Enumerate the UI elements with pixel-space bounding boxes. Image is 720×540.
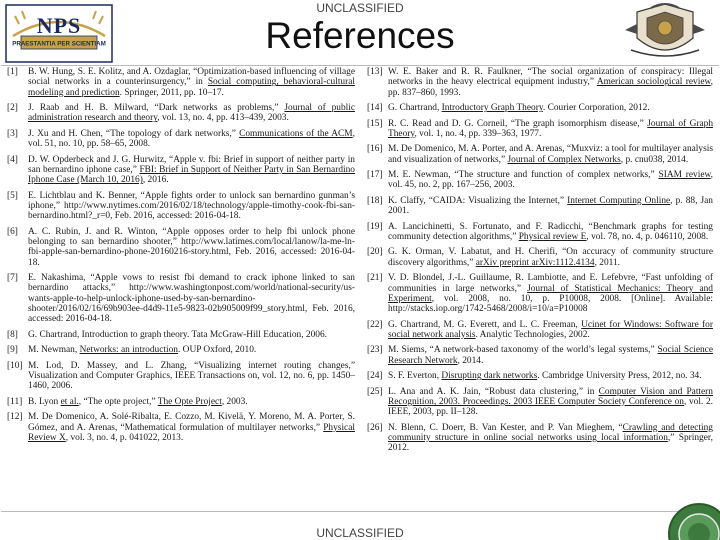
reference-number: [10] bbox=[7, 360, 23, 371]
reference-text-part: G. Chartrand, bbox=[388, 103, 442, 114]
reference-text-part: . Springer, 2011, pp. 10–17. bbox=[119, 87, 224, 98]
reference-text bbox=[28, 361, 355, 392]
reference-text bbox=[28, 191, 355, 222]
reference-text-part: G. K. Orman, V. Labatut, and H. Cherifi, “On accuracy of community structure discovery algorithms,” bbox=[388, 247, 713, 268]
reference-text bbox=[388, 371, 713, 381]
reference-number: [18] bbox=[367, 195, 383, 206]
reference-text-part: . OUP Oxford, 2010. bbox=[177, 345, 257, 356]
reference-text bbox=[28, 227, 355, 268]
reference-underlined-text: Internet Computing Online bbox=[567, 195, 671, 206]
reference-number: [11] bbox=[7, 396, 23, 407]
west-point-crest-icon bbox=[617, 0, 713, 64]
reference-text-part: , vol. 3, no. 4, p. 041022, 2013. bbox=[65, 432, 184, 443]
reference-text-part: B. Lyon bbox=[28, 396, 61, 407]
reference-text-part: J. Raab and H. B. Milward, “Dark networks as problems,” bbox=[28, 103, 285, 114]
reference-text bbox=[388, 387, 713, 418]
reference-number: [24] bbox=[367, 371, 383, 382]
reference-entry bbox=[7, 345, 355, 355]
reference-underlined-text: Communications of the ACM bbox=[239, 128, 353, 139]
references-left-column bbox=[7, 67, 355, 448]
reference-text-part: G. Chartrand, Introduction to graph theory. Tata McGraw-Hill Education, 2006. bbox=[28, 329, 328, 340]
reference-entry bbox=[367, 196, 713, 217]
reference-number: [16] bbox=[367, 144, 383, 155]
reference-text-part: . Cambridge University Press, 2012, no. 34. bbox=[537, 371, 702, 382]
reference-text-part: L. Ana and A. K. Jain, “Robust data clustering,” in bbox=[388, 386, 599, 397]
reference-text bbox=[388, 222, 713, 243]
reference-text-part: E. Nakashima, “Apple vows to resist fbi demand to crack iphone linked to san bernardino attacks,” http://www.washingtonpost.com/world/national-security/us-wants-apple-to-help-unlock-iphone-used-by-san-bernardino-shooter/2016/02/16/69b903ee-d4d9-11e5-9823-02b905009f99_story.html, Feb. 2016, accessed: 2016-04-18. bbox=[28, 273, 355, 325]
reference-number: [23] bbox=[367, 345, 383, 356]
reference-text-part: , vol. 78, no. 4, p. 046110, 2008. bbox=[586, 231, 709, 242]
reference-text bbox=[28, 67, 355, 98]
reference-text-part: D. W. Opderbeck and J. G. Hurwitz, “Apple v. fbi: Brief in support of neither party in san bernardino iphone case,” bbox=[28, 154, 355, 175]
reference-text-part: M. De Domenico, M. A. Porter, and A. Arenas, “Muxviz: a tool for multilayer analysis and visualization of networks,” bbox=[388, 144, 713, 165]
reference-entry bbox=[7, 227, 355, 268]
reference-number: [1] bbox=[7, 67, 18, 77]
reference-number: [6] bbox=[7, 226, 18, 237]
reference-text-part: M. E. Newman, “The structure and function of complex networks,” bbox=[388, 170, 659, 181]
reference-text-part: K. Claffy, “CAIDA: Visualizing the Internet,” bbox=[388, 195, 568, 206]
reference-text-part: , 2011. bbox=[594, 257, 620, 268]
reference-text-part: , pp. 837–860, 1993. bbox=[388, 77, 713, 98]
reference-underlined-text: Crawling and detecting community structure in online social networks using local information bbox=[388, 422, 713, 444]
reference-number: [14] bbox=[367, 103, 383, 114]
reference-number: [12] bbox=[7, 412, 23, 423]
top-classification: UNCLASSIFIED bbox=[316, 1, 404, 15]
reference-entry bbox=[7, 412, 355, 443]
reference-text-part: , p. 88, Jan 2001. bbox=[388, 195, 713, 217]
reference-text-part: . Analytic Technologies, 2002. bbox=[475, 329, 590, 340]
reference-entry bbox=[367, 170, 713, 191]
reference-underlined-text: et al. bbox=[60, 396, 79, 407]
reference-text-part: , vol. 13, no. 4, pp. 413–439, 2003. bbox=[157, 113, 289, 124]
reference-text-part: , vol. 1, no. 4, pp. 339–363, 1977. bbox=[414, 128, 542, 139]
reference-underlined-text: Journal of Graph Theory bbox=[388, 118, 714, 139]
reference-text bbox=[388, 144, 713, 165]
seal-icon bbox=[663, 498, 720, 540]
reference-underlined-text: FBI: Brief in Support of Neither Party in San Bernardino Iphone Case (March 10, 2016) bbox=[28, 164, 355, 186]
reference-underlined-text: Networks: an introduction bbox=[79, 345, 178, 356]
reference-text-part: G. Chartrand, M. G. Everett, and L. C. Freeman, bbox=[388, 319, 582, 330]
reference-text bbox=[388, 67, 713, 98]
reference-text bbox=[28, 412, 355, 443]
reference-underlined-text: SIAM review bbox=[658, 170, 711, 181]
bottom-classification: UNCLASSIFIED bbox=[316, 526, 404, 540]
reference-text bbox=[28, 103, 355, 124]
reference-entry bbox=[7, 103, 355, 124]
reference-entry bbox=[7, 330, 355, 340]
reference-text-part: , 2016. bbox=[142, 175, 169, 186]
reference-entry bbox=[7, 397, 355, 407]
reference-entry bbox=[367, 103, 713, 113]
reference-text-part: , vol. 45, no. 2, pp. 167–256, 2003. bbox=[388, 170, 713, 191]
reference-text-part: M. Lod, D. Massey, and L. Zhang, “Visualizing internet routing changes,” Visualization and Computer Graphics, IEEE Transactions on, vol. 12, no. 6, pp. 1450–1460, 2006. bbox=[28, 360, 355, 392]
reference-number: [3] bbox=[7, 128, 18, 139]
reference-entry bbox=[7, 273, 355, 324]
reference-entry bbox=[367, 371, 713, 381]
reference-number: [17] bbox=[367, 170, 383, 181]
reference-text bbox=[28, 330, 355, 340]
reference-entry bbox=[7, 191, 355, 222]
reference-number: [20] bbox=[367, 247, 383, 258]
reference-text-part: , 2014. bbox=[457, 355, 484, 366]
reference-number: [7] bbox=[7, 273, 18, 284]
reference-number: [5] bbox=[7, 190, 18, 201]
reference-entry bbox=[367, 247, 713, 268]
reference-number: [2] bbox=[7, 103, 18, 114]
reference-number: [13] bbox=[367, 67, 383, 77]
reference-text-part: . Courier Corporation, 2012. bbox=[542, 103, 650, 114]
reference-underlined-text: Computer Vision and Pattern Recognition, 2003. Proceedings. 2003 IEEE Computer Society Conference on bbox=[388, 386, 713, 407]
reference-text bbox=[388, 320, 713, 341]
reference-entry bbox=[7, 67, 355, 98]
reference-text bbox=[388, 345, 713, 366]
reference-text bbox=[28, 155, 355, 186]
reference-entry bbox=[7, 361, 355, 392]
reference-entry bbox=[7, 129, 355, 150]
reference-text-part: , 2003. bbox=[221, 396, 248, 407]
reference-text bbox=[388, 247, 713, 268]
reference-number: [19] bbox=[367, 221, 383, 232]
reference-entry bbox=[367, 222, 713, 243]
reference-entry bbox=[367, 273, 713, 314]
reference-entry bbox=[367, 320, 713, 341]
reference-text bbox=[388, 170, 713, 191]
page-title: References bbox=[265, 15, 455, 56]
reference-text-part: M. Newman, bbox=[28, 345, 80, 356]
reference-number: [22] bbox=[367, 319, 383, 330]
reference-text-part: R. C. Read and D. G. Corneil, “The graph isomorphism disease,” bbox=[388, 118, 648, 129]
logo-motto: PRAESTANTIA PER SCIENTIAM bbox=[12, 40, 106, 48]
reference-entry bbox=[367, 119, 713, 140]
reference-entry bbox=[367, 387, 713, 418]
reference-text bbox=[388, 423, 713, 454]
reference-text-part: A. C. Rubin, J. and R. Winton, “Apple opposes order to help fbi unlock phone belonging to san bernardino shooter,” http://www.latimes.com/local/lanow/la-me-ln-fbi-apple-san-bernardino-phone-20160216-story.html, Feb. 2016, accessed: 2016-04-18. bbox=[28, 226, 355, 268]
reference-text-part: B. W. Hung, S. E. Kolitz, and A. Ozdaglar, “Optimization-based influencing of village social networks in a counterinsurgency,” in bbox=[28, 67, 355, 88]
reference-number: [9] bbox=[7, 345, 18, 356]
reference-number: [4] bbox=[7, 154, 18, 165]
reference-underlined-text: Introductory Graph Theory bbox=[441, 103, 543, 114]
reference-text-part: , vol. 2. IEEE, 2003, pp. II–128. bbox=[388, 396, 713, 418]
reference-underlined-text: American sociological review bbox=[596, 77, 711, 88]
reference-text bbox=[388, 273, 713, 314]
reference-number: [25] bbox=[367, 386, 383, 397]
reference-text-part: , vol. 2008, no. 10, p. P10008, 2008. [Online]. Available: http://stacks.iop.org/1742-5468/2008/i=10/a=P10008 bbox=[388, 293, 713, 315]
reference-underlined-text: Physical review E bbox=[518, 231, 587, 242]
reference-text-part: N. Blenn, C. Doerr, B. Van Kester, and P. Van Mieghem, “ bbox=[388, 422, 623, 433]
logo-text: NPS bbox=[36, 13, 82, 38]
reference-text bbox=[28, 397, 355, 407]
reference-underlined-text: Physical Review X bbox=[28, 422, 355, 443]
reference-text-part: J. Xu and H. Chen, “The topology of dark networks,” bbox=[28, 128, 240, 139]
reference-text-part: V. D. Blondel, J.-L. Guillaume, R. Lambiotte, and E. Lefebvre, “Fast unfolding of communities in large networks,” bbox=[388, 273, 713, 294]
reference-entry bbox=[7, 155, 355, 186]
reference-underlined-text: Disrupting dark networks bbox=[441, 371, 538, 382]
reference-entry bbox=[367, 144, 713, 165]
reference-entry bbox=[367, 423, 713, 454]
reference-text-part: A. Lancichinetti, S. Fortunato, and F. Radicchi, “Benchmark graphs for testing community detection algorithms,” bbox=[388, 221, 713, 242]
reference-underlined-text: Social computing, behavioral-cultural modeling and prediction bbox=[28, 77, 356, 98]
reference-text-part: , p. cnu038, 2014. bbox=[620, 154, 689, 165]
reference-text-part: , “The opte project,” bbox=[78, 396, 158, 407]
reference-number: [15] bbox=[367, 118, 383, 129]
reference-text-part: S. F. Everton, bbox=[388, 371, 442, 382]
reference-underlined-text: arXiv preprint arXiv:1112.4134 bbox=[475, 257, 595, 268]
reference-text bbox=[388, 196, 713, 217]
reference-text bbox=[28, 345, 355, 355]
reference-underlined-text: The Opte Project bbox=[157, 396, 222, 407]
reference-text bbox=[28, 273, 355, 324]
reference-underlined-text: Journal of Complex Networks bbox=[507, 154, 621, 165]
reference-underlined-text: Social Science Research Network bbox=[388, 345, 713, 366]
reference-text bbox=[388, 119, 713, 140]
reference-number: [26] bbox=[367, 422, 383, 433]
reference-entry bbox=[367, 67, 713, 98]
reference-text-part: W. E. Baker and R. R. Faulkner, “The social organization of conspiracy: Illegal networks in the heavy electrical equipment industry,” bbox=[388, 67, 713, 88]
reference-underlined-text: Journal of public administration research and theory bbox=[28, 103, 356, 124]
reference-text bbox=[388, 103, 713, 113]
reference-text-part: E. Lichtblau and K. Benner, “Apple fights order to unlock san bernardino gunman’s iphone,” http://www.nytimes.com/2016/02/18/technology/apple-timothy-cook-fbi-san-bernardino.html?_r=0, Feb. 2016, accessed: 2016-04-18. bbox=[28, 190, 355, 222]
reference-text-part: , vol. 51, no. 10, pp. 58–65, 2008. bbox=[28, 128, 355, 150]
reference-text-part: ,” Springer, 2012. bbox=[388, 433, 713, 454]
references-right-column bbox=[367, 67, 713, 459]
reference-underlined-text: Ucinet for Windows: Software for social network analysis bbox=[388, 319, 713, 340]
reference-text-part: M. De Domenico, A. Solé-Ribalta, E. Cozzo, M. Kivelä, Y. Moreno, M. A. Porter, S. Gómez, and A. Arenas, “Mathematical formulation of multilayer networks,” bbox=[28, 412, 355, 433]
reference-number: [21] bbox=[367, 273, 383, 284]
reference-text-part: M. Siems, “A network-based taxonomy of the world’s legal systems,” bbox=[388, 345, 658, 356]
reference-entry bbox=[367, 345, 713, 366]
reference-text bbox=[28, 129, 355, 150]
reference-number: [8] bbox=[7, 329, 18, 340]
reference-underlined-text: Journal of Statistical Mechanics: Theory and Experiment bbox=[388, 283, 713, 304]
